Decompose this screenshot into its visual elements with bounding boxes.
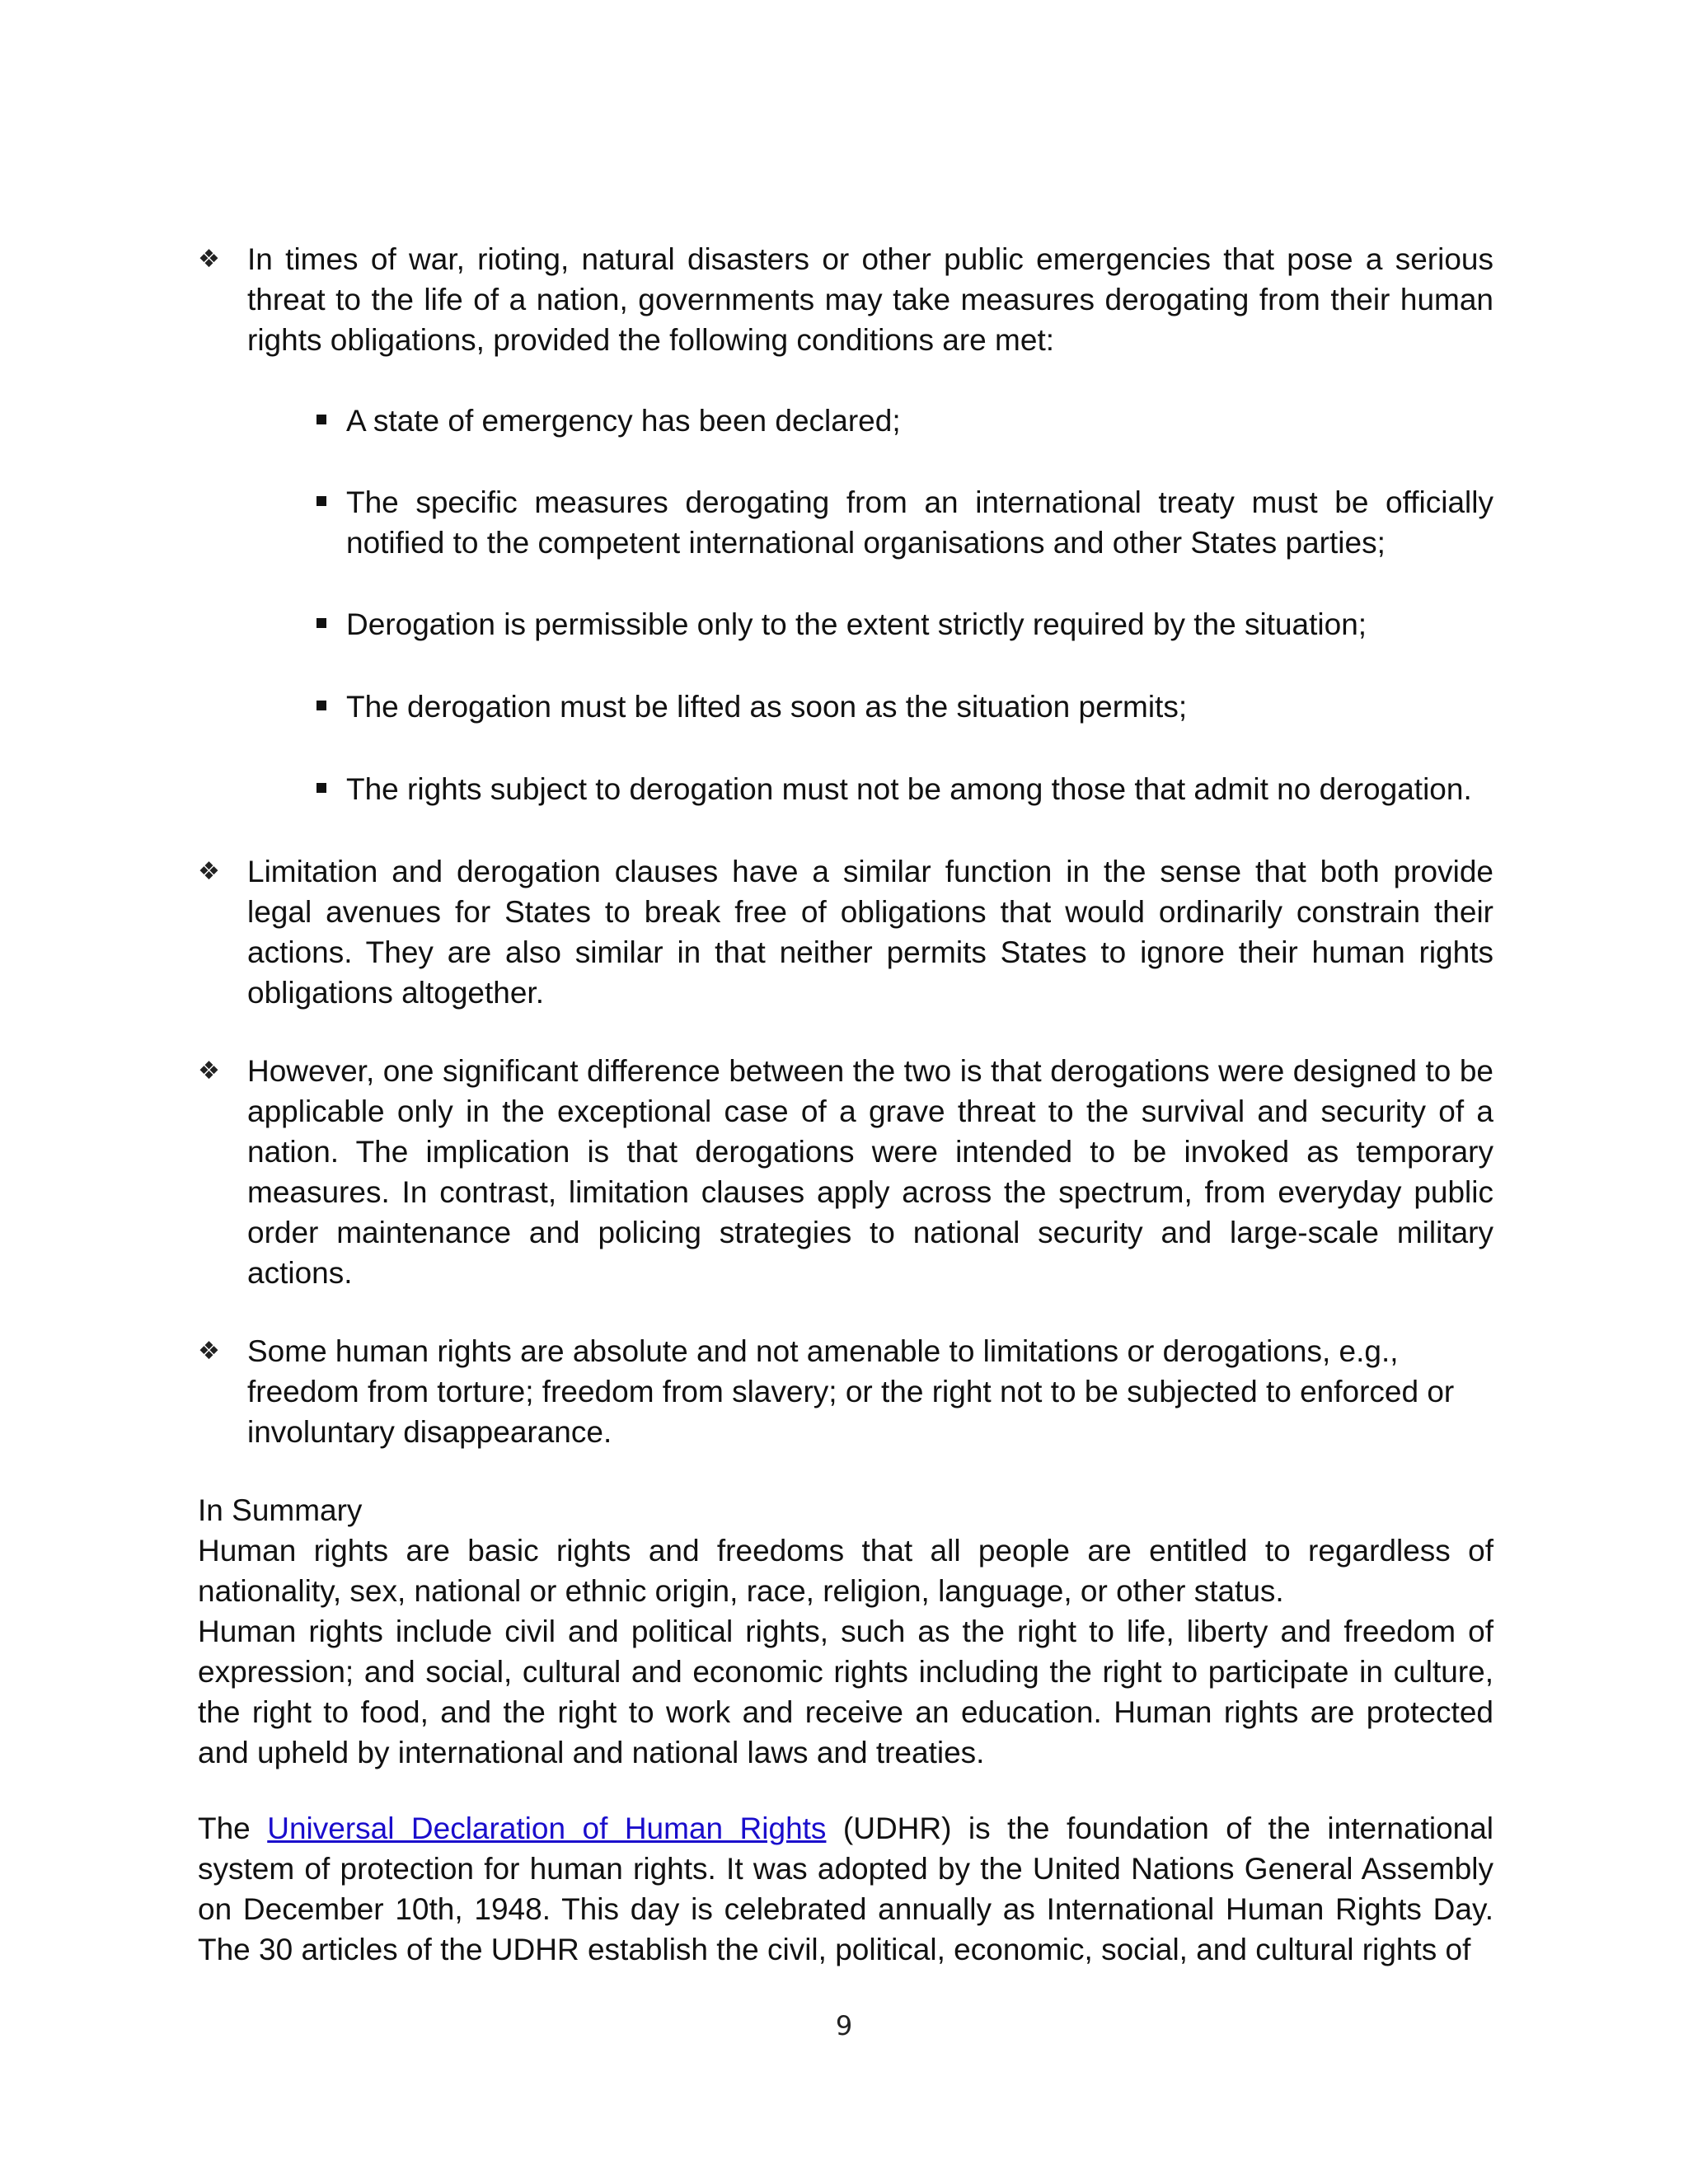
page-number: 9 — [835, 2010, 853, 2041]
udhr-link[interactable]: Universal Declaration of Human Rights — [267, 1811, 827, 1845]
udhr-text: (UDHR) is the foundation of the international system of protection for human rights. It was adopted by the United Nations General Assembly on December 10th, 1948. This day is celebrated annually as International Human Rights Day. The 30 articles of the UDHR establish the civil, political, economic, social, and cultural rights of — [198, 1811, 1494, 1966]
square-bullet-icon — [316, 783, 326, 793]
diamond-bullet-icon: ❖ — [198, 857, 220, 886]
square-bullet-icon — [316, 496, 326, 506]
condition-item — [316, 482, 1493, 563]
square-bullet-icon — [316, 415, 326, 424]
condition-item — [316, 687, 1493, 727]
condition-item — [316, 604, 1493, 644]
diamond-bullet-icon: ❖ — [198, 245, 220, 274]
square-bullet-icon — [316, 701, 326, 710]
condition-text: A state of emergency has been declared; — [346, 404, 901, 438]
square-bullet-icon — [316, 618, 326, 628]
summary-paragraph: Human rights include civil and political rights, such as the right to life, liberty and freedom of expression; and social, cultural and economic rights including the right to participate in culture, the right to food, and the right to work and receive an education. Human rights are protected and upheld by international and national laws and treaties. — [198, 1615, 1493, 1769]
condition-text: The specific measures derogating from an international treaty must be officially notified to the competent international organisations and other States parties; — [346, 485, 1493, 560]
bullet-text: Limitation and derogation clauses have a similar function in the sense that both provide legal avenues for States to break free of obligations that would ordinarily constrain their actions. They are also similar in that neither permits States to ignore their human rights obligations altogether. — [247, 855, 1493, 1010]
diamond-bullet-icon: ❖ — [198, 1057, 220, 1085]
bullet-limitation-derogation — [198, 851, 1493, 1013]
bullet-absolute-rights — [198, 1331, 1493, 1452]
udhr-prefix: The — [198, 1811, 251, 1845]
condition-text: The derogation must be lifted as soon as the situation permits; — [346, 690, 1188, 724]
condition-item — [316, 769, 1493, 809]
bullet-emergency-derogation — [198, 239, 1493, 360]
summary-paragraph: Human rights are basic rights and freedoms that all people are entitled to regardless of nationality, sex, national or ethnic origin, race, religion, language, or other status. — [198, 1534, 1493, 1608]
diamond-bullet-icon: ❖ — [198, 1337, 220, 1366]
condition-item — [316, 401, 1493, 441]
bullet-text: In times of war, rioting, natural disasters or other public emergencies that pose a serious threat to the life of a nation, governments may take measures derogating from their human rights obligations, provided the following conditions are met: — [247, 242, 1493, 357]
udhr-paragraph — [198, 1808, 1493, 1970]
condition-text: The rights subject to derogation must not be among those that admit no derogation. — [346, 772, 1472, 806]
summary-section — [198, 1490, 1493, 1773]
bullet-difference — [198, 1051, 1493, 1293]
bullet-text: Some human rights are absolute and not amenable to limitations or derogations, e.g., freedom from torture; freedom from slavery; or the right not to be subjected to enforced or involuntary disappearance. — [247, 1334, 1455, 1449]
summary-heading: In Summary — [198, 1493, 363, 1527]
condition-text: Derogation is permissible only to the extent strictly required by the situation; — [346, 607, 1367, 641]
bullet-text: However, one significant difference between the two is that derogations were designed to be applicable only in the exceptional case of a grave threat to the survival and security of a nation. The implication is that derogations were intended to be invoked as temporary measures. In contrast, limitation clauses apply across the spectrum, from everyday public order maintenance and policing strategies to national security and large-scale military actions. — [247, 1054, 1493, 1290]
